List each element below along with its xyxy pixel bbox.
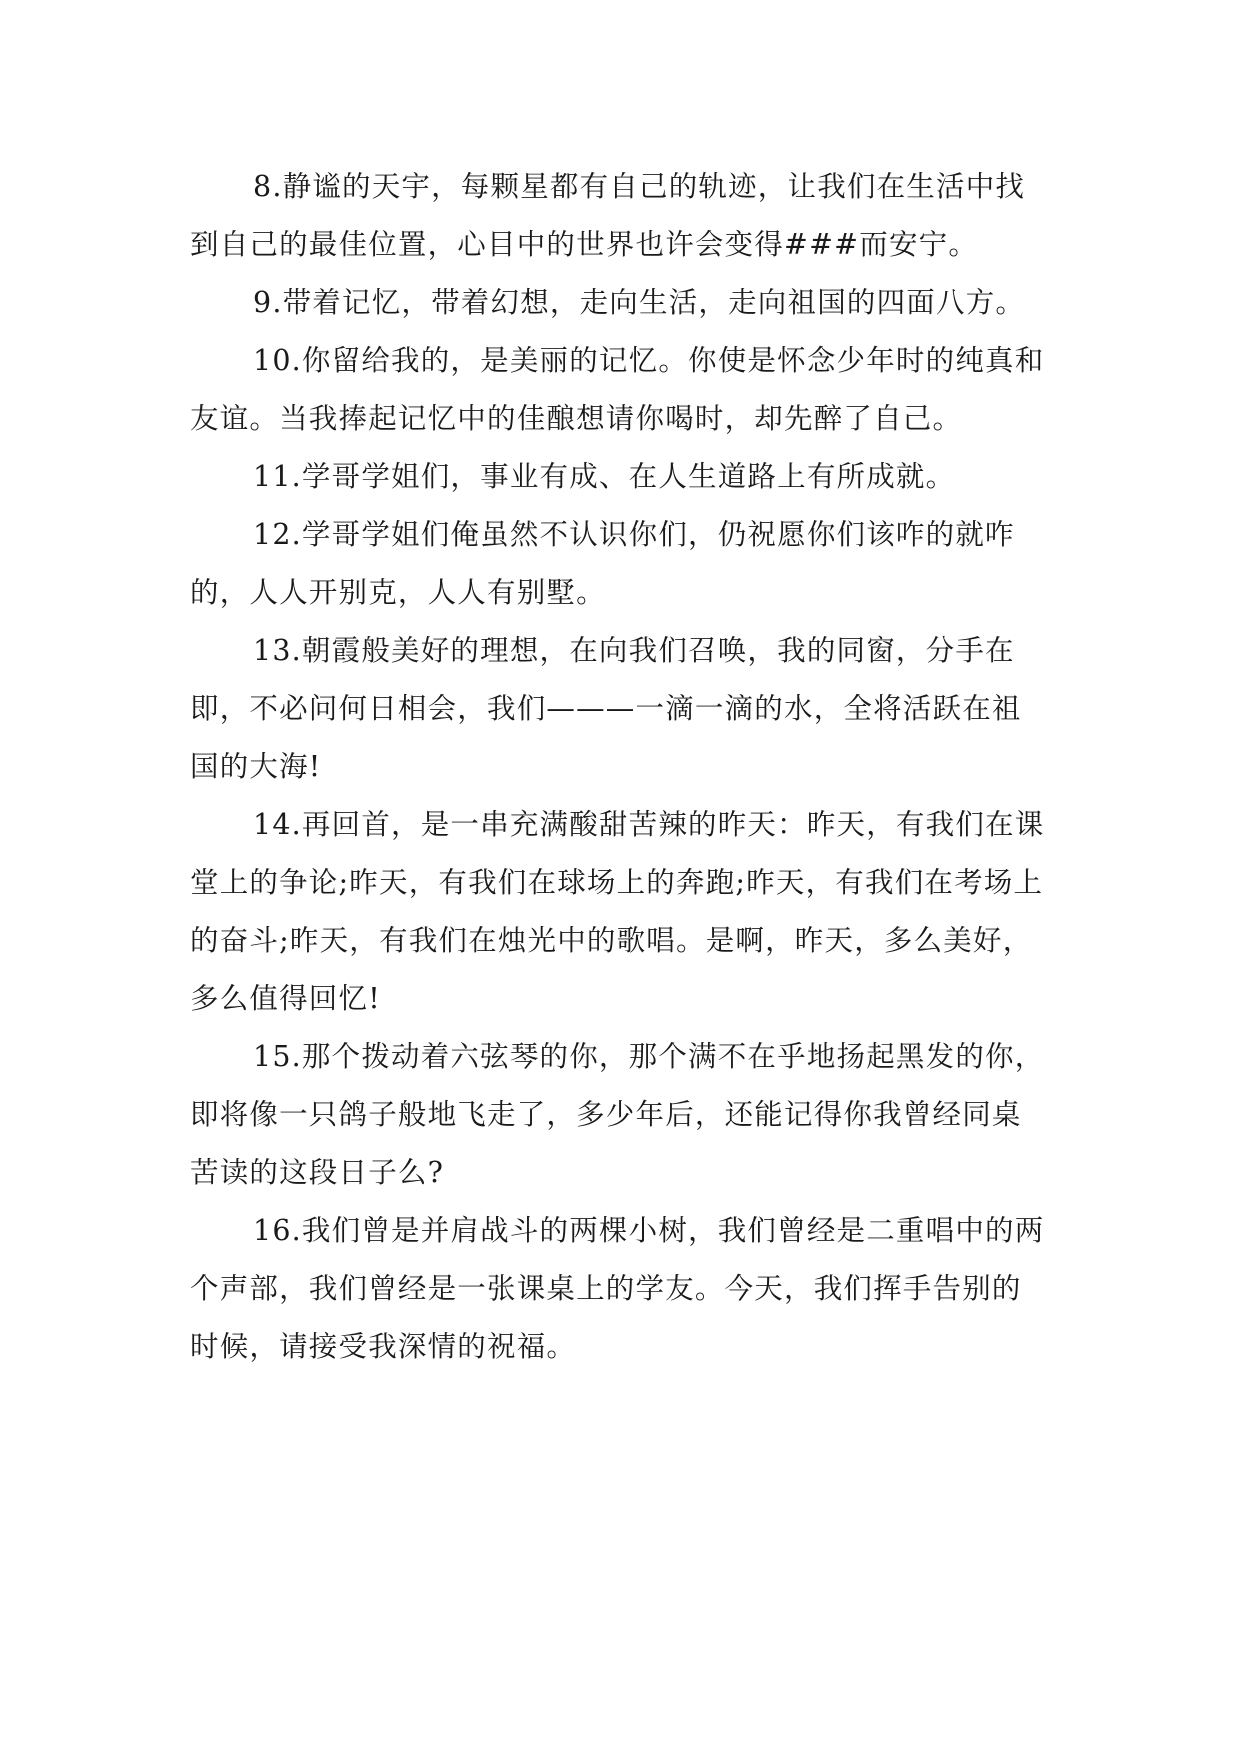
paragraph-9: 9.带着记忆，带着幻想，走向生活，走向祖国的四面八方。: [253, 286, 1026, 319]
paragraph-13: 13.朝霞般美好的理想，在向我们召唤，我的同窗，分手在即，不必问何日相会，我们———一滴一滴的水，全将活跃在祖国的大海!: [190, 634, 1022, 783]
paragraph-15: 15.那个拨动着六弦琴的你，那个满不在乎地扬起黑发的你，即将像一只鸽子般地飞走了，多少年后，还能记得你我曾经同桌苦读的这段日子么?: [190, 1040, 1045, 1189]
paragraph-11: 11.学哥学姐们，事业有成、在人生道路上有所成就。: [253, 460, 956, 493]
document-body: [190, 158, 1050, 1376]
paragraph-16: 16.我们曾是并肩战斗的两棵小树，我们曾经是二重唱中的两个声部，我们曾经是一张课桌上的学友。今天，我们挥手告别的时候，请接受我深情的祝福。: [190, 1214, 1045, 1363]
paragraph-12: 12.学哥学姐们俺虽然不认识你们，仍祝愿你们该咋的就咋的，人人开别克，人人有别墅。: [190, 518, 1015, 609]
paragraph-8: 8.静谧的天宇，每颗星都有自己的轨迹，让我们在生活中找到自己的最佳位置，心目中的世界也许会变得###而安宁。: [190, 170, 1026, 261]
paragraph-10: 10.你留给我的，是美丽的记忆。你使是怀念少年时的纯真和友谊。当我捧起记忆中的佳酿想请你喝时，却先醉了自己。: [190, 344, 1045, 435]
paragraph-14: 14.再回首，是一串充满酸甜苦辣的昨天：昨天，有我们在课堂上的争论;昨天，有我们在球场上的奔跑;昨天，有我们在考场上的奋斗;昨天，有我们在烛光中的歌唱。是啊，昨天，多么美好，多么值得回忆!: [190, 808, 1045, 1015]
